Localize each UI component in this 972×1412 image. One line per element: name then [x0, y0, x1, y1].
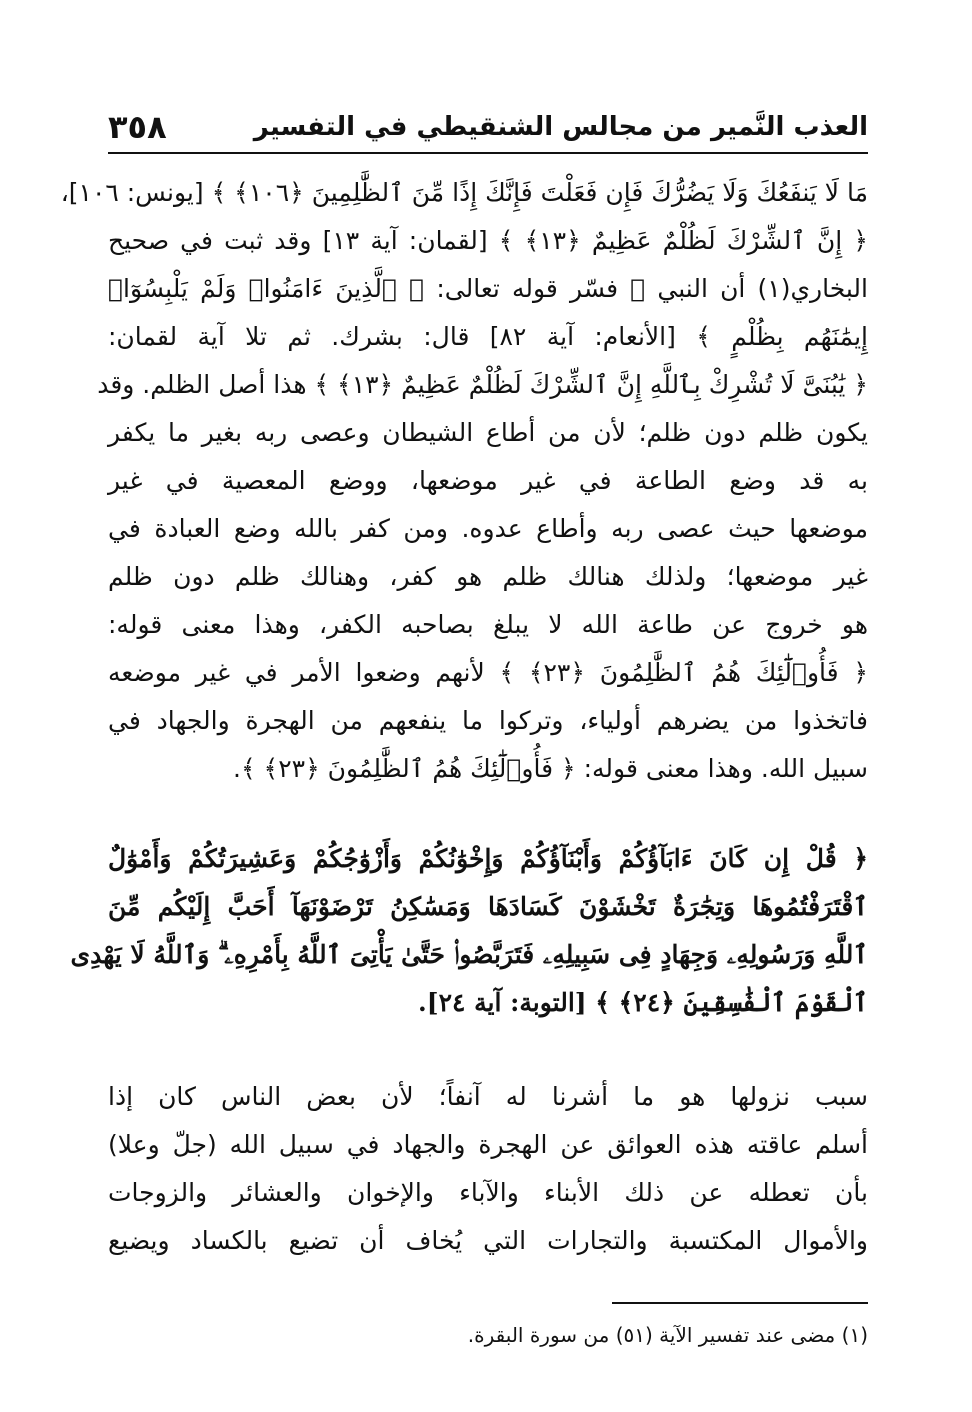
page-header [108, 104, 868, 150]
text-line: به قد وضع الطاعة في غير موضعها، ووضع المعصية في غير [108, 466, 868, 495]
text-line: ﴿ يَٰبُنَىَّ لَا تُشْرِكْ بِٱللَّهِ إِنَّ ٱلشِّرْكَ لَظُلْمٌ عَظِيمٌ ﴿١٣﴾ ﴾ هذا أصل الظلم. وقد [97, 370, 868, 399]
text-line: إِيمَٰنَهُم بِظُلْمٍ ﴾ [الأنعام: آية ٨٢] قال: بشرك. ثم تلا آية لقمان: [108, 322, 868, 351]
verse-line: ٱللَّهِ وَرَسُولِهِۦ وَجِهَادٍ فِى سَبِيلِهِۦ فَتَرَبَّصُوا۟ حَتَّىٰ يَأْتِىَ ٱللَّهُ بِأَمْرِهِۦ ۗ وَٱللَّهُ لَا يَهْدِى [70, 940, 868, 969]
text-line: فاتخذوا من يضرهم أولياء، وتركوا ما ينفعهم من الهجرة والجهاد في [108, 706, 868, 735]
text-line: سبيل الله. وهذا معنى قوله: ﴿ فَأُو۟لَٰٓئِكَ هُمُ ٱلظَّٰلِمُونَ ﴿٢٣﴾ ﴾. [233, 754, 868, 783]
text-line: غير موضعها؛ ولذلك هنالك ظلم هو كفر، وهنالك ظلم دون ظلم [108, 562, 868, 591]
text-line: والأموال المكتسبة والتجارات التي يُخاف أن تضيع بالكساد ويضيع [108, 1226, 868, 1255]
header-divider [108, 152, 868, 154]
text-line: ﴿ فَأُو۟لَٰٓئِكَ هُمُ ٱلظَّٰلِمُونَ ﴿٢٣﴾ ﴾ لأنهم وضعوا الأمر في غير موضعه [108, 658, 868, 687]
text-line: البخاري(١) أن النبي ﷺ فسّر قوله تعالى: ﴿ ٱلَّذِينَ ءَامَنُوا۟ وَلَمْ يَلْبِسُوٓا۟ [108, 274, 868, 303]
page-number: ٣٥٨ [108, 108, 167, 146]
running-title: العذب النَّمير من مجالس الشنقيطي في التفسير [253, 112, 868, 142]
verse-line: ٱقْتَرَفْتُمُوهَا وَتِجَٰرَةٌ تَخْشَوْنَ كَسَادَهَا وَمَسَٰكِنُ تَرْضَوْنَهَآ أَحَبَّ إِلَيْكُم مِّنَ [108, 892, 868, 921]
verse-line: ٱلْقَوْمَ ٱلْفَٰسِقِينَ ﴿٢٤﴾ ﴾ [التوبة: آية ٢٤]. [418, 988, 868, 1017]
text-line: بأن تعطله عن ذلك الأبناء والآباء والإخوان والعشائر والزوجات [108, 1178, 868, 1207]
text-line: مَا لَا يَنفَعُكَ وَلَا يَضُرُّكَ فَإِن فَعَلْتَ فَإِنَّكَ إِذًا مِّنَ ٱلظَّٰلِمِينَ ﴿١٠٦﴾ ﴾ [يونس: ١٠٦]، [60, 178, 868, 207]
text-line: موضعها حيث عصى ربه وأطاع عدوه. ومن كفر بالله وضع العبادة في [108, 514, 868, 543]
text-line: يكون ظلم دون ظلم؛ لأن من أطاع الشيطان وعصى ربه بغير ما يكفر [108, 418, 868, 447]
footnote: (١) مضى عند تفسير الآية (٥١) من سورة البقرة. [467, 1323, 868, 1347]
text-line: ﴿ إِنَّ ٱلشِّرْكَ لَظُلْمٌ عَظِيمٌ ﴿١٣﴾ ﴾ [لقمان: آية ١٣] وقد ثبت في صحيح [108, 226, 868, 255]
text-line: سبب نزولها هو ما أشرنا له آنفاً؛ لأن بعض الناس كان إذا [108, 1082, 868, 1111]
footnote-divider [612, 1302, 868, 1304]
text-line: أسلم عاقته هذه العوائق عن الهجرة والجهاد في سبيل الله (جلّ وعلا) [108, 1130, 868, 1159]
text-line: هو خروج عن طاعة الله لا يبلغ بصاحبه الكفر، وهذا معنى قوله: [108, 610, 868, 639]
verse-line: ﴿ قُلْ إِن كَانَ ءَابَآؤُكُمْ وَأَبْنَآؤُكُمْ وَإِخْوَٰنُكُمْ وَأَزْوَٰجُكُمْ وَعَشِيرَتُكُمْ وَأَمْوَٰلٌ [108, 844, 868, 873]
